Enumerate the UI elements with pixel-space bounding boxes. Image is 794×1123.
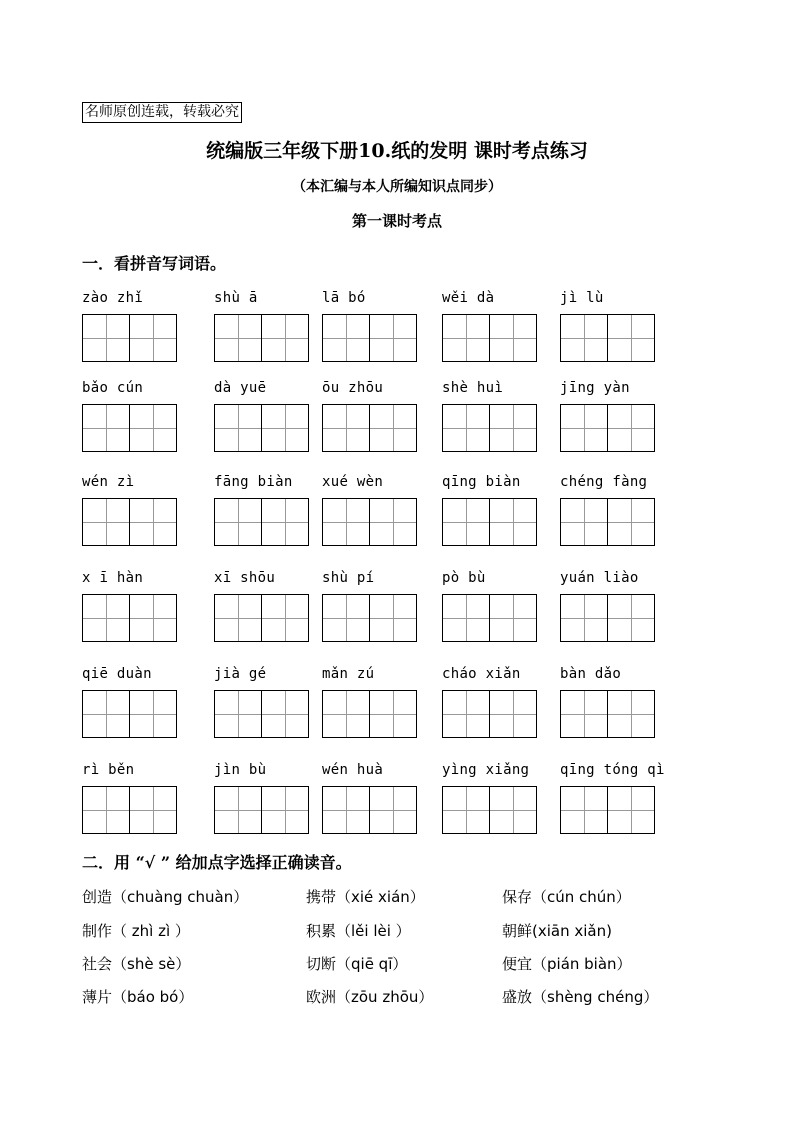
tianzige-box[interactable] [262, 404, 309, 452]
tianzige-box[interactable] [370, 594, 417, 642]
tianzige-box[interactable] [322, 594, 370, 642]
pinyin-label: jīng yàn [560, 380, 630, 396]
pinyin-label: yìng xiǎng [442, 762, 530, 778]
tianzige-box[interactable] [442, 690, 490, 738]
pinyin-cell [442, 568, 572, 642]
writing-boxes[interactable] [442, 404, 538, 452]
pinyin-label: wěi dà [442, 290, 495, 306]
tianzige-box[interactable] [82, 786, 130, 834]
tianzige-box[interactable] [442, 594, 490, 642]
writing-boxes[interactable] [560, 690, 656, 738]
page-subtitle: （本汇编与本人所编知识点同步） [292, 179, 502, 195]
pinyin-cell [82, 760, 212, 834]
pinyin-label: ōu zhōu [322, 380, 384, 396]
tianzige-box[interactable] [490, 594, 537, 642]
tianzige-box[interactable] [82, 594, 130, 642]
writing-boxes[interactable] [560, 498, 656, 546]
pinyin-cell [442, 378, 572, 452]
tianzige-box[interactable] [322, 498, 370, 546]
writing-boxes[interactable] [82, 690, 178, 738]
section-2-heading: 二．用 “√ ” 给加点字选择正确读音。 [82, 853, 352, 872]
tianzige-box[interactable] [370, 786, 417, 834]
tianzige-box[interactable] [370, 690, 417, 738]
reading-choice-item[interactable]: 携带（xié xián） [306, 888, 425, 906]
tianzige-box[interactable] [490, 786, 537, 834]
pinyin-label: shù ā [214, 290, 258, 306]
pinyin-label: chéng fàng [560, 474, 648, 490]
tianzige-box[interactable] [608, 314, 655, 362]
writing-boxes[interactable] [442, 314, 538, 362]
pinyin-cell [442, 664, 572, 738]
pinyin-label: jìn bù [214, 762, 267, 778]
tianzige-box[interactable] [82, 498, 130, 546]
tianzige-box[interactable] [560, 786, 608, 834]
pinyin-label: shè huì [442, 380, 504, 396]
tianzige-box[interactable] [370, 404, 417, 452]
pinyin-cell [322, 472, 452, 546]
pinyin-label: jì lù [560, 290, 604, 306]
writing-boxes[interactable] [82, 314, 178, 362]
writing-boxes[interactable] [214, 690, 310, 738]
reading-choice-item[interactable]: 创造（chuàng chuàn） [82, 888, 249, 906]
tianzige-box[interactable] [370, 498, 417, 546]
writing-boxes[interactable] [214, 498, 310, 546]
section-1-heading: 一．看拼音写词语。 [82, 254, 227, 273]
reading-choice-item[interactable]: 盛放（shèng chéng） [502, 988, 659, 1006]
writing-boxes[interactable] [82, 404, 178, 452]
tianzige-box[interactable] [490, 404, 537, 452]
tianzige-box[interactable] [442, 314, 490, 362]
reading-choice-item[interactable]: 薄片（báo bó） [82, 988, 194, 1006]
lesson-heading: 第一课时考点 [351, 212, 442, 230]
pinyin-label: shù pí [322, 570, 375, 586]
tianzige-box[interactable] [608, 690, 655, 738]
writing-boxes[interactable] [82, 594, 178, 642]
tianzige-box[interactable] [560, 314, 608, 362]
writing-boxes[interactable] [442, 594, 538, 642]
reading-choice-item[interactable]: 社会（shè sè） [82, 955, 191, 973]
pinyin-label: bǎo cún [82, 380, 144, 396]
pinyin-label: wén zì [82, 474, 135, 490]
writing-boxes[interactable] [214, 786, 310, 834]
pinyin-cell [560, 760, 690, 834]
pinyin-label: x ī hàn [82, 570, 144, 586]
tianzige-box[interactable] [82, 690, 130, 738]
tianzige-box[interactable] [130, 786, 177, 834]
reading-choice-item[interactable]: 保存（cún chún） [502, 888, 631, 906]
pinyin-cell [560, 472, 690, 546]
tianzige-box[interactable] [608, 594, 655, 642]
tianzige-box[interactable] [262, 786, 309, 834]
tianzige-box[interactable] [560, 404, 608, 452]
tianzige-box[interactable] [214, 404, 262, 452]
tianzige-box[interactable] [82, 404, 130, 452]
tianzige-box[interactable] [262, 314, 309, 362]
pinyin-label: qiē duàn [82, 666, 152, 682]
tianzige-box[interactable] [262, 690, 309, 738]
tianzige-box[interactable] [490, 498, 537, 546]
tianzige-box[interactable] [214, 594, 262, 642]
tianzige-box[interactable] [322, 404, 370, 452]
reading-choice-item[interactable]: 制作（ zhì zì ） [82, 922, 190, 940]
tianzige-box[interactable] [214, 690, 262, 738]
writing-boxes[interactable] [442, 786, 538, 834]
pinyin-cell [82, 472, 212, 546]
writing-boxes[interactable] [560, 314, 656, 362]
pinyin-label: xué wèn [322, 474, 384, 490]
pinyin-label: yuán liào [560, 570, 639, 586]
writing-boxes[interactable] [322, 404, 418, 452]
pinyin-label: xī shōu [214, 570, 276, 586]
pinyin-label: cháo xiǎn [442, 666, 521, 682]
reading-choice-item[interactable]: 朝鲜(xiān xiǎn) [502, 922, 612, 940]
writing-boxes[interactable] [442, 498, 538, 546]
tianzige-box[interactable] [370, 314, 417, 362]
tianzige-box[interactable] [262, 594, 309, 642]
tianzige-box[interactable] [442, 404, 490, 452]
tianzige-box[interactable] [130, 498, 177, 546]
tianzige-box[interactable] [560, 690, 608, 738]
tianzige-box[interactable] [214, 314, 262, 362]
pinyin-cell [560, 378, 690, 452]
tianzige-box[interactable] [82, 314, 130, 362]
pinyin-cell [82, 664, 212, 738]
writing-boxes[interactable] [214, 314, 310, 362]
writing-boxes[interactable] [82, 498, 178, 546]
pinyin-cell [560, 664, 690, 738]
writing-boxes[interactable] [322, 594, 418, 642]
reading-choice-item[interactable]: 切断（qiē qī） [306, 955, 408, 973]
tianzige-box[interactable] [442, 786, 490, 834]
pinyin-label: bàn dǎo [560, 666, 622, 682]
tianzige-box[interactable] [560, 498, 608, 546]
writing-boxes[interactable] [560, 786, 656, 834]
pinyin-label: mǎn zú [322, 666, 375, 682]
pinyin-label: wén huà [322, 762, 384, 778]
pinyin-cell [82, 378, 212, 452]
tianzige-box[interactable] [560, 594, 608, 642]
pinyin-cell [322, 378, 452, 452]
tianzige-box[interactable] [130, 404, 177, 452]
writing-boxes[interactable] [560, 404, 656, 452]
tianzige-box[interactable] [608, 786, 655, 834]
tianzige-box[interactable] [322, 786, 370, 834]
tianzige-box[interactable] [214, 498, 262, 546]
pinyin-cell [560, 288, 690, 362]
tianzige-box[interactable] [322, 314, 370, 362]
pinyin-cell [82, 568, 212, 642]
writing-boxes[interactable] [560, 594, 656, 642]
tianzige-box[interactable] [490, 314, 537, 362]
pinyin-label: qīng biàn [442, 474, 521, 490]
pinyin-cell [322, 568, 452, 642]
writing-boxes[interactable] [322, 786, 418, 834]
pinyin-label: jià gé [214, 666, 267, 682]
reading-choice-item[interactable]: 便宜（pián biàn） [502, 955, 632, 973]
writing-boxes[interactable] [322, 690, 418, 738]
copyright-badge: 名师原创连载，转载必究 [82, 102, 242, 123]
tianzige-box[interactable] [130, 314, 177, 362]
reading-choice-item[interactable]: 积累（lěi lèi ） [306, 922, 411, 940]
tianzige-box[interactable] [262, 498, 309, 546]
pinyin-label: dà yuē [214, 380, 267, 396]
writing-boxes[interactable] [442, 690, 538, 738]
pinyin-cell [560, 568, 690, 642]
tianzige-box[interactable] [130, 690, 177, 738]
writing-boxes[interactable] [214, 594, 310, 642]
pinyin-label: lā bó [322, 290, 366, 306]
tianzige-box[interactable] [442, 498, 490, 546]
page-title: 统编版三年级下册10.纸的发明 课时考点练习 [206, 140, 588, 162]
pinyin-cell [442, 288, 572, 362]
pinyin-label: pò bù [442, 570, 486, 586]
tianzige-box[interactable] [322, 690, 370, 738]
pinyin-label: rì běn [82, 762, 135, 778]
pinyin-cell [82, 288, 212, 362]
reading-choice-item[interactable]: 欧洲（zōu zhōu） [306, 988, 434, 1006]
tianzige-box[interactable] [608, 404, 655, 452]
pinyin-cell [442, 760, 572, 834]
pinyin-label: fāng biàn [214, 474, 293, 490]
writing-boxes[interactable] [322, 314, 418, 362]
pinyin-label: zào zhǐ [82, 290, 144, 306]
pinyin-cell [322, 760, 452, 834]
pinyin-label: qīng tóng qì [560, 762, 665, 778]
tianzige-box[interactable] [214, 786, 262, 834]
tianzige-box[interactable] [130, 594, 177, 642]
pinyin-cell [322, 664, 452, 738]
tianzige-box[interactable] [608, 498, 655, 546]
pinyin-cell [442, 472, 572, 546]
pinyin-cell [322, 288, 452, 362]
tianzige-box[interactable] [490, 690, 537, 738]
writing-boxes[interactable] [82, 786, 178, 834]
writing-boxes[interactable] [214, 404, 310, 452]
writing-boxes[interactable] [322, 498, 418, 546]
